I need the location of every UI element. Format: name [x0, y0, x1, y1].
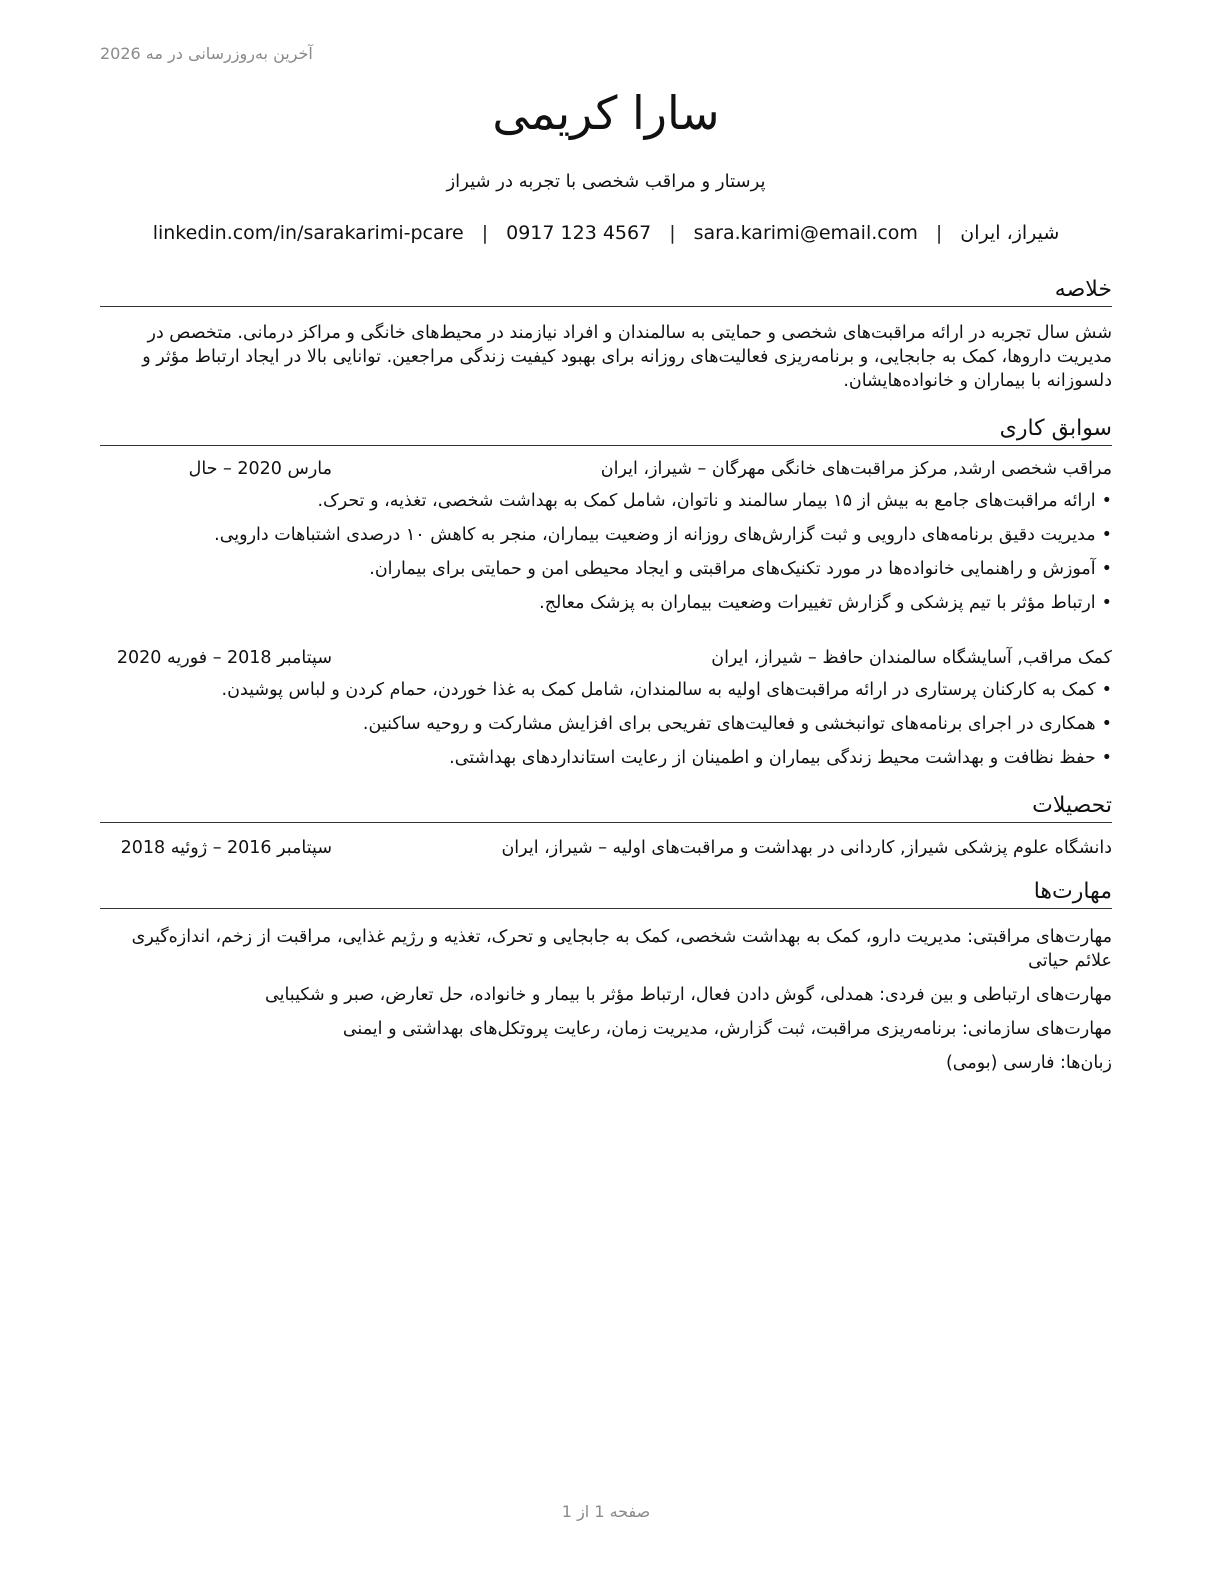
contact-separator: |	[481, 222, 489, 244]
contact-linkedin[interactable]: linkedin.com/in/sarakarimi-pcare	[152, 222, 464, 244]
job-role: مراقب شخصی ارشد, مرکز مراقبت‌های خانگی مهرگان – شیراز، ایران	[600, 459, 1112, 479]
job-bullets	[100, 678, 1112, 780]
job-bullet: •همکاری در اجرای برنامه‌های توانبخشی و فعالیت‌های تفریحی برای افزایش مشارکت و روحیه ساکنین.	[362, 714, 1112, 734]
job-header	[100, 459, 1112, 485]
section-title-skills: مهارت‌ها	[100, 878, 1112, 909]
section-title-summary: خلاصه	[100, 276, 1112, 307]
education-dates: سپتامبر 2016 – ژوئیه 2018	[120, 838, 332, 858]
job-header	[100, 648, 1112, 674]
contact-location: شیراز، ایران	[960, 222, 1060, 244]
job-bullet: •کمک به کارکنان پرستاری در ارائه مراقبت‌های اولیه به سالمندان، شامل کمک به غذا خوردن، حمام کردن و لباس پوشیدن.	[221, 680, 1112, 700]
section-title-education: تحصیلات	[100, 792, 1112, 823]
job-bullets	[100, 489, 1112, 625]
job-bullet: •ارتباط مؤثر با تیم پزشکی و گزارش تغییرات وضعیت بیماران به پزشک معالج.	[539, 593, 1112, 613]
skills-line: زبان‌ها: فارسی (بومی)	[945, 1053, 1112, 1073]
job-bullet: •ارائه مراقبت‌های جامع به بیش از ۱۵ بیمار سالمند و ناتوان، شامل کمک به بهداشت شخصی، تغذیه، و تحرک.	[317, 491, 1112, 511]
job-bullet: •حفظ نظافت و بهداشت محیط زندگی بیماران و اطمینان از رعایت استانداردهای بهداشتی.	[449, 748, 1112, 768]
resume-page	[100, 0, 1112, 1584]
job-bullet: •مدیریت دقیق برنامه‌های دارویی و ثبت گزارش‌های روزانه از وضعیت بیماران، منجر به کاهش ۱۰ درصدی اشتباهات دارویی.	[214, 525, 1112, 545]
job-dates: مارس 2020 – حال	[188, 459, 332, 479]
skills-list	[100, 925, 1112, 1085]
contact-email[interactable]: sara.karimi@email.com	[693, 222, 918, 244]
candidate-tagline: پرستار و مراقب شخصی با تجربه در شیراز	[446, 171, 766, 192]
page-number: صفحه 1 از 1	[561, 1502, 651, 1521]
contact-separator: |	[935, 222, 943, 244]
education-entry	[100, 838, 1112, 864]
skills-line: مهارت‌های سازمانی: برنامه‌ریزی مراقبت، ثبت گزارش، مدیریت زمان، رعایت پروتکل‌های بهداشتی و ایمنی	[342, 1019, 1112, 1039]
contact-phone[interactable]: 0917 123 4567	[506, 222, 652, 244]
section-title-experience: سوابق کاری	[100, 415, 1112, 446]
job-role: کمک مراقب, آسایشگاه سالمندان حافظ – شیراز، ایران	[711, 648, 1112, 668]
summary-text: شش سال تجربه در ارائه مراقبت‌های شخصی و حمایتی به سالمندان و افراد نیازمند در محیط‌های خانگی و مراکز درمانی. متخصص در مدیریت داروها، کمک به جابجایی، و برنامه‌ریزی فعالیت‌های روزانه برای بهبود کیفیت زندگی مراجعین. توانایی بالا در ایجاد ارتباط مؤثر و دلسوزانه با بیماران و خانواده‌هایشان.	[142, 323, 1112, 391]
education-school: دانشگاه علوم پزشکی شیراز, کاردانی در بهداشت و مراقبت‌های اولیه – شیراز، ایران	[501, 838, 1112, 858]
contact-separator: |	[669, 222, 676, 244]
skills-line: مهارت‌های مراقبتی: مدیریت دارو، کمک به بهداشت شخصی، کمک به جابجایی و تحرک، تغذیه و رژیم غذایی، مراقبت از زخم، اندازه‌گیری علائم حیاتی	[131, 927, 1112, 971]
candidate-name: سارا کریمی	[492, 86, 720, 140]
job-bullet: •آموزش و راهنمایی خانواده‌ها در مورد تکنیک‌های مراقبتی و ایجاد محیطی امن و حمایتی برای بیماران.	[369, 559, 1112, 579]
skills-line: مهارت‌های ارتباطی و بین فردی: همدلی، گوش دادن فعال، ارتباط مؤثر با بیمار و خانواده، حل تعارض، صبر و شکیبایی	[265, 985, 1112, 1005]
job-dates: سپتامبر 2018 – فوریه 2020	[116, 648, 332, 668]
last-updated-note: آخرین به‌روزرسانی در مه 2026	[100, 44, 313, 63]
contact-line	[100, 222, 1112, 244]
